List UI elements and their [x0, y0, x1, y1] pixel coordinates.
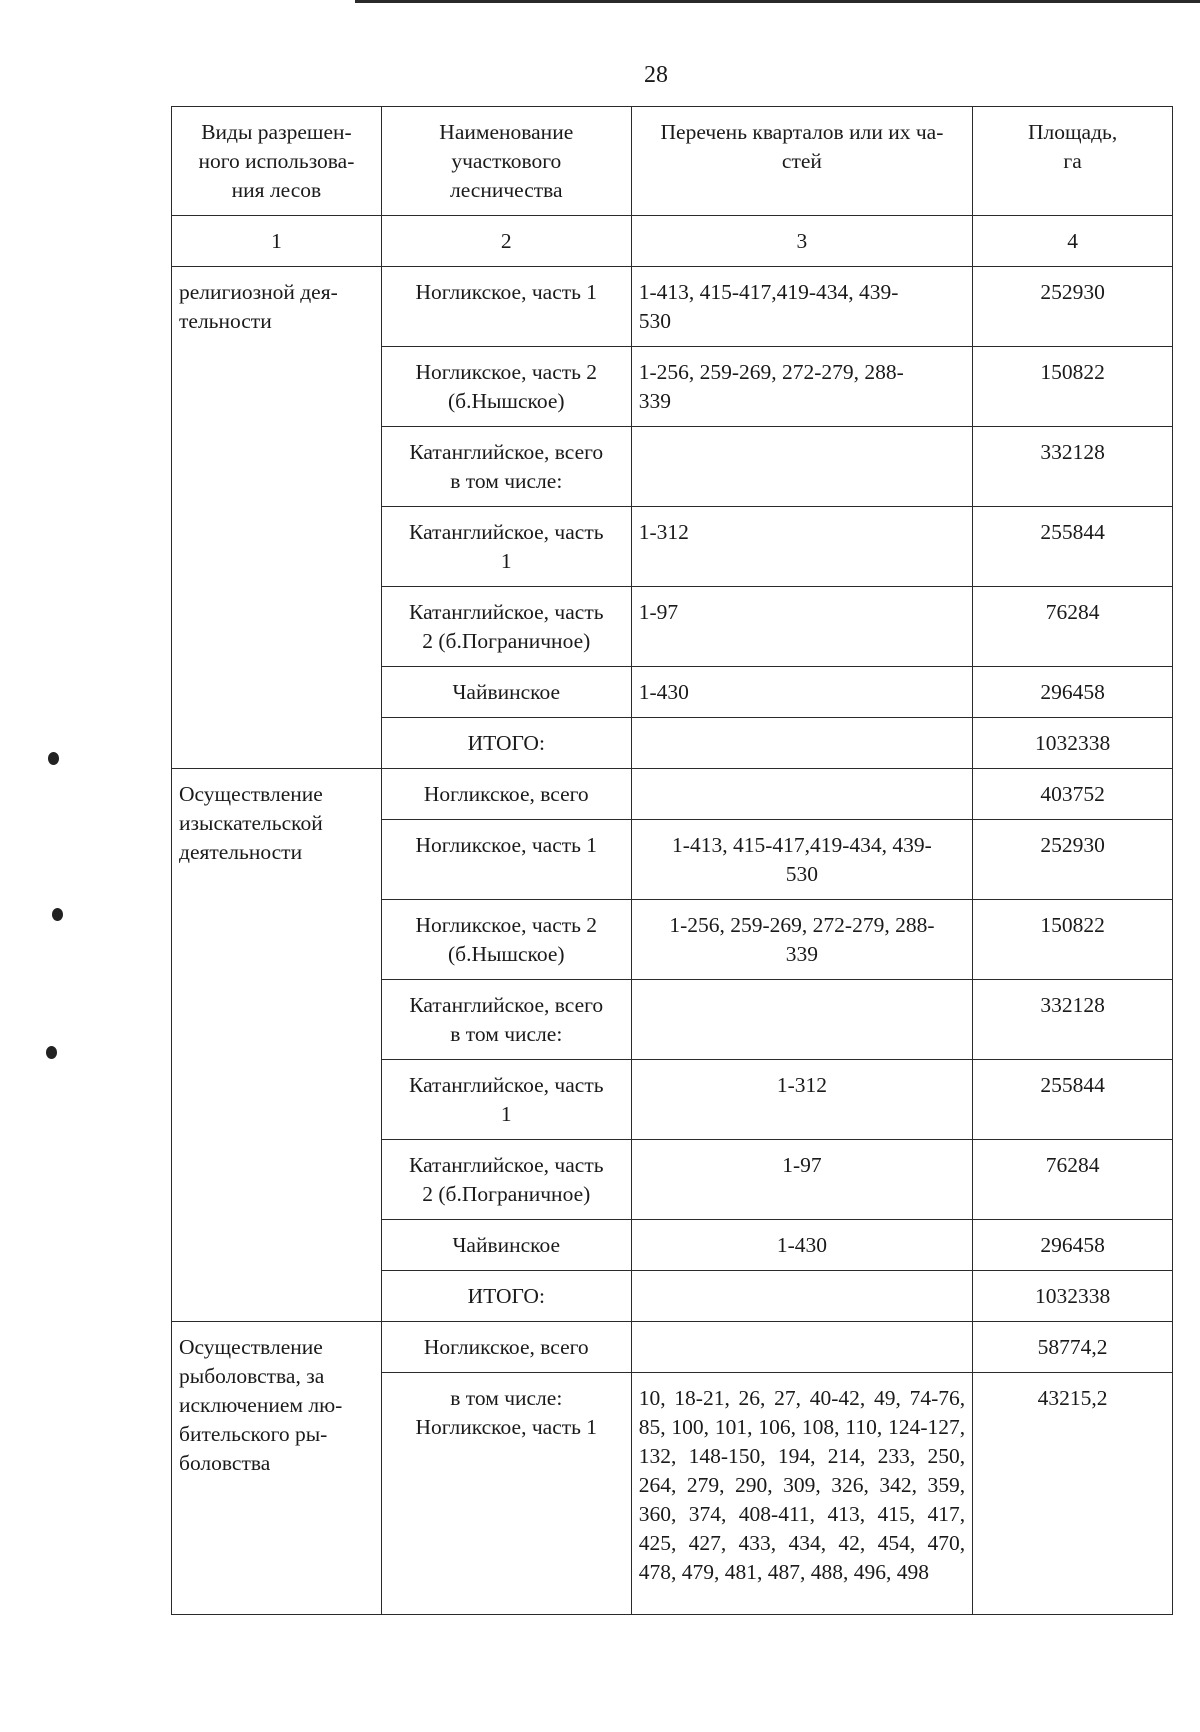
forestry-name-cell: Чайвинское	[381, 667, 631, 718]
forestry-name-cell: Катанглийское, всего в том числе:	[381, 427, 631, 507]
area-cell: 58774,2	[973, 1322, 1173, 1373]
forestry-name-cell: Катанглийское, часть 2 (б.Пограничное)	[381, 1140, 631, 1220]
area-cell: 255844	[973, 1060, 1173, 1140]
use-type-cell: Осуществление рыболовства, за исключением лю- бительского ры- боловства	[172, 1322, 382, 1615]
table-row	[172, 769, 1173, 820]
page-number: 28	[644, 62, 668, 88]
column-number-row	[172, 216, 1173, 267]
quarters-cell: 1-312	[631, 507, 972, 587]
quarters-cell	[631, 1271, 972, 1322]
quarters-cell	[631, 769, 972, 820]
area-cell: 43215,2	[973, 1373, 1173, 1615]
area-cell: 252930	[973, 267, 1173, 347]
quarters-cell: 1-256, 259-269, 272-279, 288- 339	[631, 900, 972, 980]
scan-top-rule	[355, 0, 1200, 3]
column-number: 1	[172, 216, 382, 267]
area-cell: 76284	[973, 587, 1173, 667]
column-number: 2	[381, 216, 631, 267]
quarters-cell: 1-413, 415-417,419-434, 439- 530	[631, 820, 972, 900]
header-quarters: Перечень кварталов или их ча- стей	[631, 107, 972, 216]
area-cell: 296458	[973, 667, 1173, 718]
forestry-name-cell: Чайвинское	[381, 1220, 631, 1271]
area-cell: 296458	[973, 1220, 1173, 1271]
total-area-cell: 1032338	[973, 718, 1173, 769]
area-cell: 403752	[973, 769, 1173, 820]
forest-use-table	[171, 106, 1173, 1615]
forestry-name-cell: Катанглийское, часть 1	[381, 507, 631, 587]
area-cell: 332128	[973, 980, 1173, 1060]
quarters-cell: 1-256, 259-269, 272-279, 288- 339	[631, 347, 972, 427]
table-header-row	[172, 107, 1173, 216]
total-label-cell: ИТОГО:	[381, 718, 631, 769]
forestry-name-cell: в том числе: Ногликское, часть 1	[381, 1373, 631, 1615]
quarters-cell: 10, 18-21, 26, 27, 40-42, 49, 74-76, 85, 100, 101, 106, 108, 110, 124-127, 132, 148-150, 194, 214, 233, 250, 264, 279, 290, 309, 326, 342, 359, 360, 374, 408-411, 413, 415, 417, 425, 427, 433, 434, 42, 454, 470, 478, 479, 481, 487, 488, 496, 498	[631, 1373, 972, 1615]
quarters-cell	[631, 427, 972, 507]
area-cell: 255844	[973, 507, 1173, 587]
total-label-cell: ИТОГО:	[381, 1271, 631, 1322]
header-area: Площадь, га	[973, 107, 1173, 216]
use-type-cell: Осуществление изыскательской деятельности	[172, 769, 382, 1322]
forestry-name-cell: Ногликское, часть 2 (б.Нышское)	[381, 900, 631, 980]
forestry-name-cell: Ногликское, часть 1	[381, 820, 631, 900]
quarters-cell	[631, 1322, 972, 1373]
punch-hole-mark	[52, 908, 63, 921]
area-cell: 150822	[973, 900, 1173, 980]
punch-hole-mark	[48, 752, 59, 765]
forestry-name-cell: Катанглийское, часть 1	[381, 1060, 631, 1140]
table-row	[172, 1322, 1173, 1373]
forestry-name-cell: Катанглийское, часть 2 (б.Пограничное)	[381, 587, 631, 667]
quarters-cell: 1-312	[631, 1060, 972, 1140]
area-cell: 332128	[973, 427, 1173, 507]
area-cell: 252930	[973, 820, 1173, 900]
header-forestry-name: Наименование участкового лесничества	[381, 107, 631, 216]
quarters-cell	[631, 718, 972, 769]
total-area-cell: 1032338	[973, 1271, 1173, 1322]
use-type-cell: религиозной дея- тельности	[172, 267, 382, 769]
quarters-cell	[631, 980, 972, 1060]
quarters-cell: 1-97	[631, 587, 972, 667]
forestry-name-cell: Ногликское, часть 2 (б.Нышское)	[381, 347, 631, 427]
column-number: 4	[973, 216, 1173, 267]
forestry-name-cell: Ногликское, всего	[381, 1322, 631, 1373]
forestry-name-cell: Катанглийское, всего в том числе:	[381, 980, 631, 1060]
quarters-cell: 1-413, 415-417,419-434, 439- 530	[631, 267, 972, 347]
table-row	[172, 267, 1173, 347]
area-cell: 76284	[973, 1140, 1173, 1220]
area-cell: 150822	[973, 347, 1173, 427]
column-number: 3	[631, 216, 972, 267]
forestry-name-cell: Ногликское, всего	[381, 769, 631, 820]
header-use-type: Виды разрешен- ного использова- ния лесов	[172, 107, 382, 216]
quarters-cell: 1-430	[631, 667, 972, 718]
quarters-cell: 1-430	[631, 1220, 972, 1271]
punch-hole-mark	[46, 1046, 57, 1059]
quarters-cell: 1-97	[631, 1140, 972, 1220]
forestry-name-cell: Ногликское, часть 1	[381, 267, 631, 347]
